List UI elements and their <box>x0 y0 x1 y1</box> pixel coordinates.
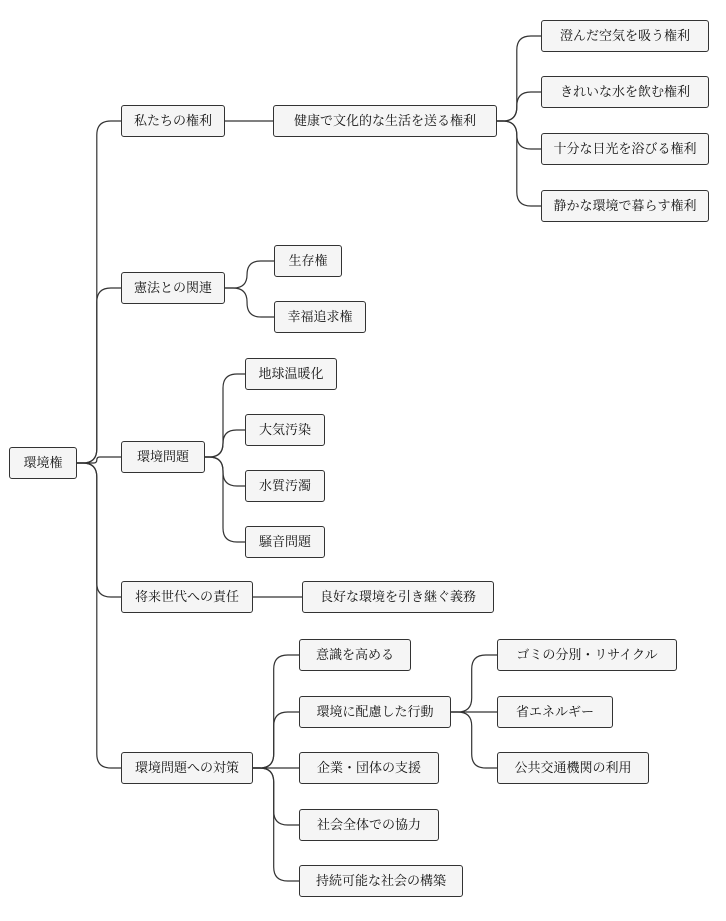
mindmap-edge <box>497 92 541 121</box>
mindmap-node[interactable]: 健康で文化的な生活を送る権利 <box>273 105 497 137</box>
mindmap-edge <box>205 457 245 486</box>
mindmap-edge <box>253 655 299 768</box>
mindmap-edge <box>205 374 245 457</box>
mindmap-node[interactable]: 環境に配慮した行動 <box>299 696 451 728</box>
mindmap-edge <box>205 430 245 457</box>
mindmap-edge <box>77 463 121 597</box>
mindmap-node[interactable]: 公共交通機関の利用 <box>497 752 649 784</box>
mindmap-edge <box>497 121 541 206</box>
mindmap-node[interactable]: 澄んだ空気を吸う権利 <box>541 20 709 52</box>
mindmap-node[interactable]: 憲法との関連 <box>121 272 225 304</box>
mindmap-node[interactable]: 環境問題 <box>121 441 205 473</box>
mindmap-node[interactable]: 意識を高める <box>299 639 411 671</box>
mindmap-edge <box>253 712 299 768</box>
mindmap-root-node[interactable]: 環境権 <box>9 447 77 479</box>
mindmap-node[interactable]: 静かな環境で暮らす権利 <box>541 190 709 222</box>
mindmap-node[interactable]: 良好な環境を引き継ぐ義務 <box>302 581 494 613</box>
mindmap-node[interactable]: 将来世代への責任 <box>121 581 253 613</box>
mindmap-node[interactable]: きれいな水を飲む権利 <box>541 76 709 108</box>
mindmap-edge <box>451 655 497 712</box>
mindmap-node[interactable]: 騒音問題 <box>245 526 325 558</box>
mindmap-node[interactable]: 社会全体での協力 <box>299 809 439 841</box>
mindmap-edge <box>497 36 541 121</box>
mindmap-edge <box>77 121 121 463</box>
mindmap-node[interactable]: 企業・団体の支援 <box>299 752 439 784</box>
mindmap-edge <box>253 768 299 881</box>
mindmap-edge <box>451 712 497 768</box>
mindmap-edge <box>497 121 541 149</box>
mindmap-edge <box>205 457 245 542</box>
mindmap-edge <box>77 288 121 463</box>
mindmap-node[interactable]: 地球温暖化 <box>245 358 337 390</box>
mindmap-edge <box>225 261 274 288</box>
mindmap-node[interactable]: 十分な日光を浴びる権利 <box>541 133 709 165</box>
mindmap-node[interactable]: 持続可能な社会の構築 <box>299 865 463 897</box>
mindmap-edge <box>77 457 121 463</box>
mindmap-edge <box>77 463 121 768</box>
mindmap-node[interactable]: 水質汚濁 <box>245 470 325 502</box>
mindmap-node[interactable]: 省エネルギー <box>497 696 613 728</box>
mindmap-node[interactable]: ゴミの分別・リサイクル <box>497 639 677 671</box>
mindmap-edge <box>225 288 274 317</box>
mindmap-edge <box>253 768 299 825</box>
mindmap-node[interactable]: 幸福追求権 <box>274 301 366 333</box>
mindmap-node[interactable]: 生存権 <box>274 245 342 277</box>
mindmap-node[interactable]: 大気汚染 <box>245 414 325 446</box>
mindmap-node[interactable]: 環境問題への対策 <box>121 752 253 784</box>
mindmap-node[interactable]: 私たちの権利 <box>121 105 225 137</box>
